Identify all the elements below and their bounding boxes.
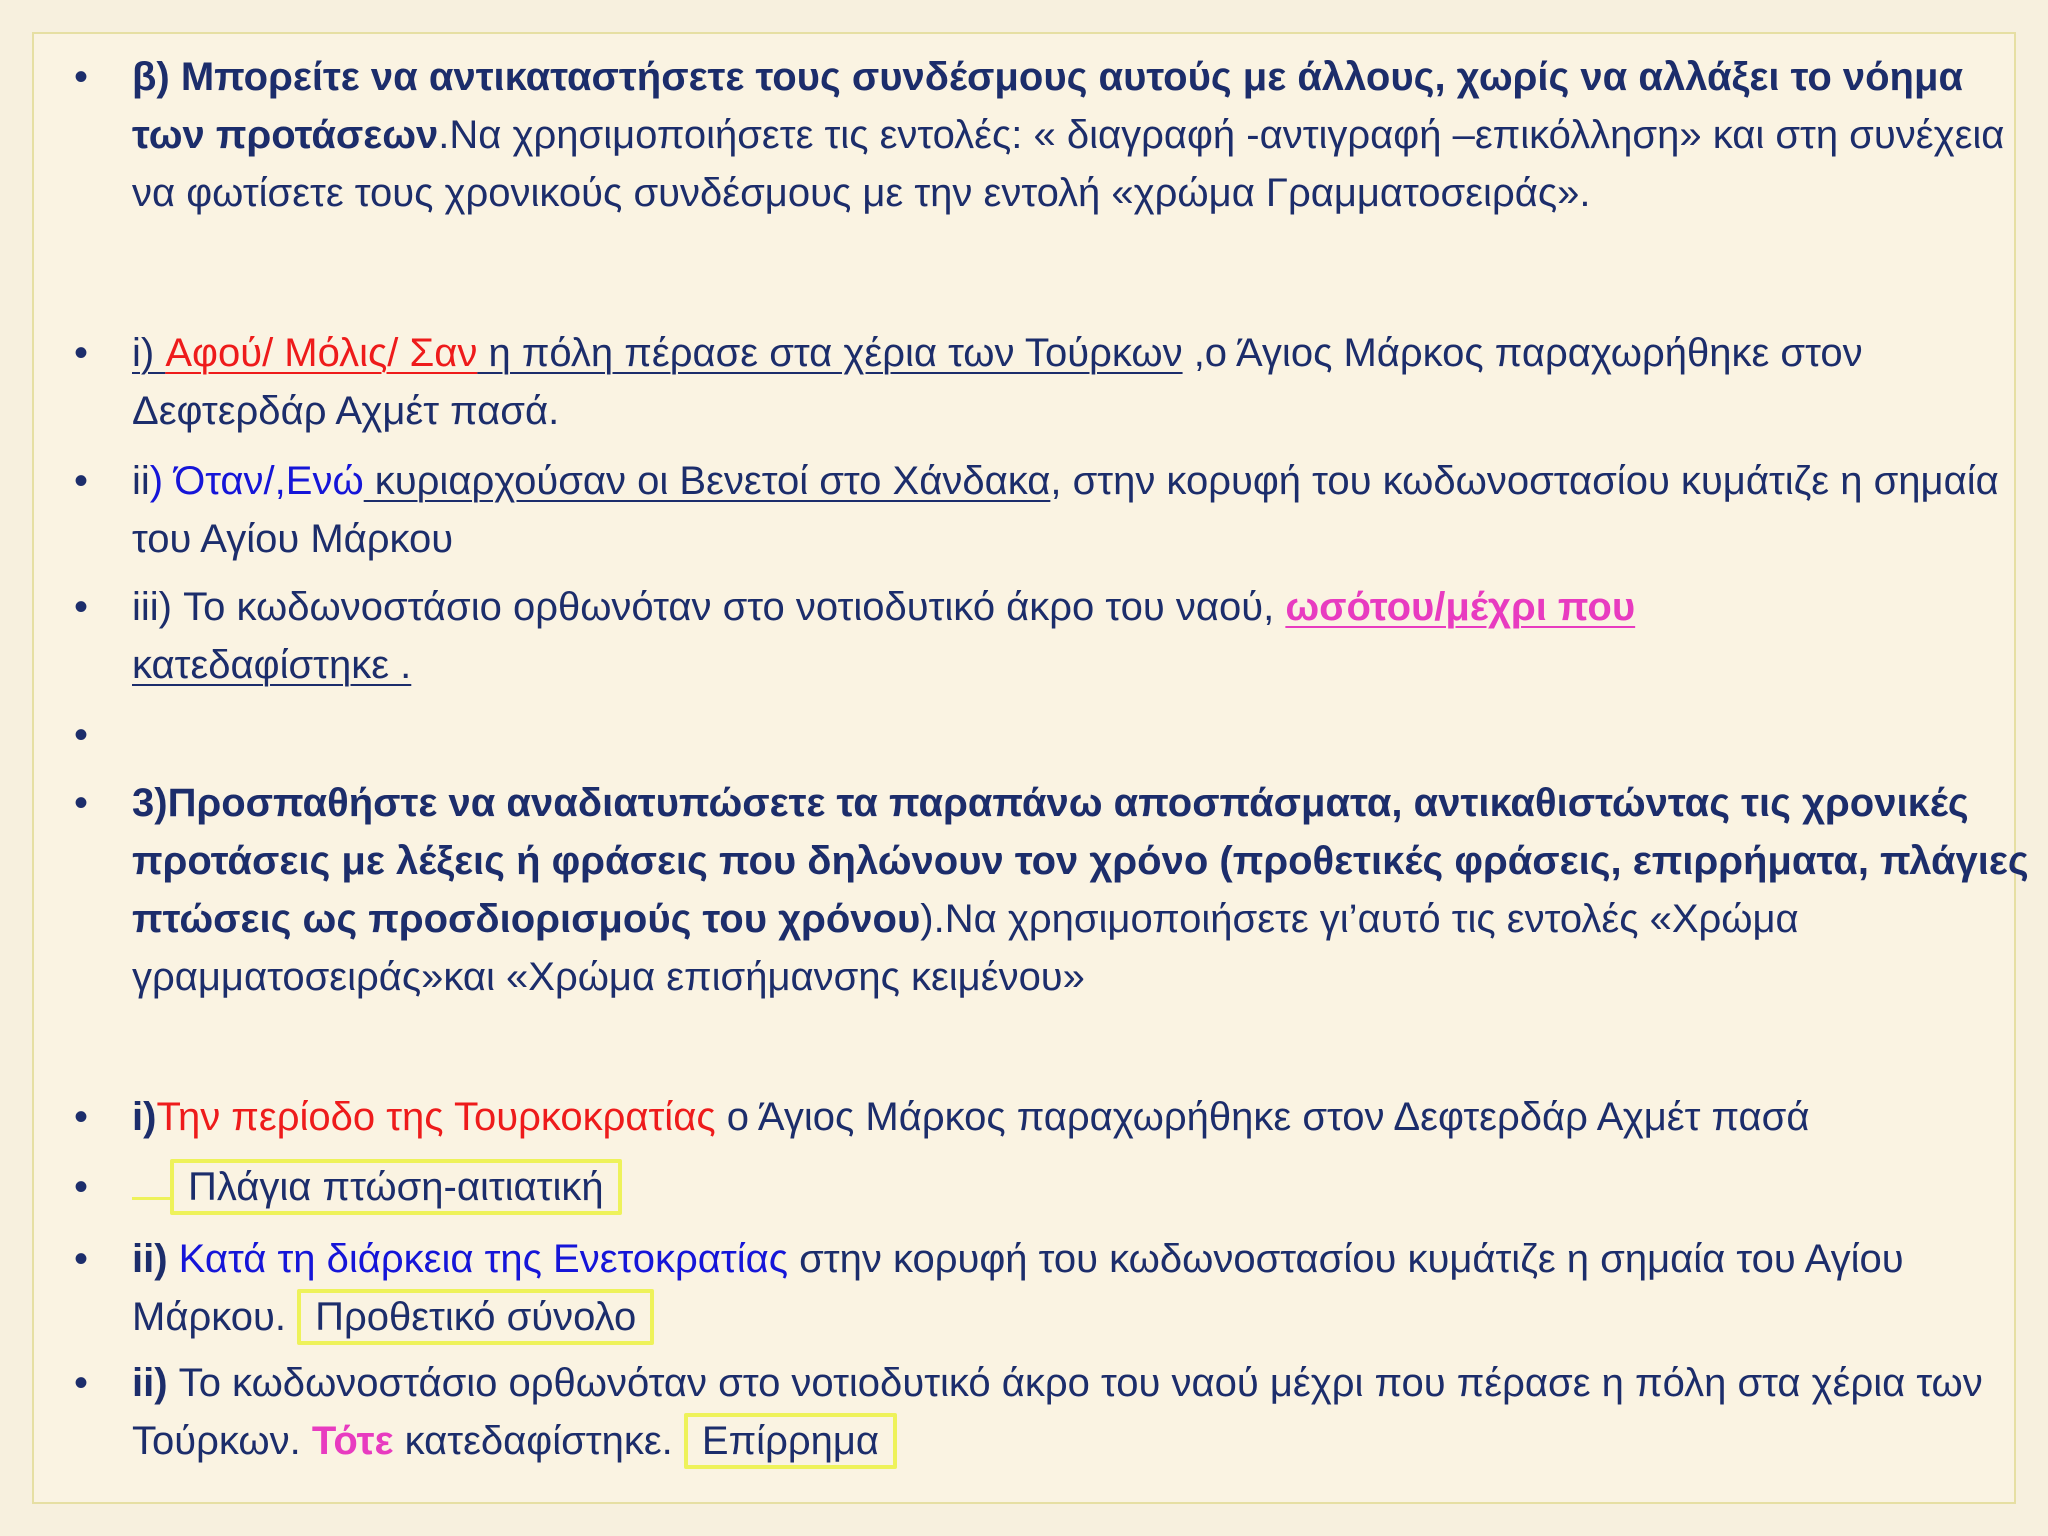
item-label: ii) (132, 1361, 168, 1405)
temporal-clause: κατεδαφίστηκε . (132, 643, 412, 687)
bullet-icon: • (73, 1237, 88, 1281)
conjunction: ) Όταν/,Ενώ (149, 459, 364, 503)
time-phrase: Κατά τη διάρκεια της Ενετοκρατίας (167, 1237, 788, 1281)
main-clause: Το κωδωνοστάσιο ορθωνόταν στο νοτιοδυτικό άκρο του ναού μέχρι που πέρασε η πόλη στα χέρια των Τούρκων. (132, 1361, 1983, 1463)
temporal-clause: κυριαρχούσαν οι Βενετοί στο Χάνδακα (363, 459, 1051, 503)
list-item (73, 324, 2012, 440)
bullet-icon: • (73, 713, 88, 757)
item-label: i) (132, 1095, 157, 1139)
main-clause: , στην κορυφή του κωδωνοστασίου κυμάτιζε η σημαία του Αγίου Μάρκου (132, 459, 1999, 561)
clause-end: κατεδαφίστηκε. (393, 1419, 684, 1463)
bullet-icon: • (73, 1095, 88, 1139)
item-label: ii (132, 459, 150, 503)
item-label: ii) (132, 1237, 168, 1281)
grammar-label-box: Επίρρημα (684, 1413, 897, 1469)
list-item (73, 452, 2012, 568)
bullet-icon: • (73, 585, 88, 629)
adverb: Τότε (311, 1419, 394, 1463)
main-clause: ο Άγιος Μάρκος παραχωρήθηκε στον Δεφτερδάρ Αχμέτ πασά (715, 1095, 1810, 1139)
instruction-bold: β) Μπορείτε να αντικαταστήσετε τους συνδέσμους αυτούς με άλλους, χωρίς να αλλάξει το νόημα των προτάσεων (132, 55, 1964, 157)
list-item (73, 48, 2012, 222)
bullet-icon: • (73, 459, 88, 503)
item-label: i) (132, 331, 166, 375)
conjunction: ωσότου/μέχρι που (1285, 585, 1636, 629)
conjunction: Αφού/ Μόλις/ Σαν (165, 331, 478, 375)
bullet-icon: • (73, 781, 88, 825)
instruction-bold: 3)Προσπαθήστε να αναδιατυπώσετε τα παραπάνω αποσπάσματα, αντικαθιστώντας τις χρονικές προτάσεις με λέξεις ή φράσεις που δηλώνουν τον χρόνο (προθετικές φράσεις, επιρρήματα, πλάγιες πτώσεις ως προσδιορισμούς του χρόνου (132, 781, 2029, 941)
list-item (73, 578, 2012, 694)
list-item (73, 774, 2032, 1006)
instruction-text: .Να χρησιμοποιήσετε τις εντολές: « διαγραφή -αντιγραφή –επικόλληση» και στη συνέχεια να φωτίσετε τους χρονικούς συνδέσμους με την εντολή «χρώμα Γραμματοσειράς». (132, 113, 2005, 215)
bullet-list (34, 34, 2029, 1502)
bullet-icon: • (73, 1165, 88, 1209)
grammar-label-box: Πλάγια πτώση-αιτιατική (170, 1159, 622, 1215)
main-clause: ,ο Άγιος Μάρκος παραχωρήθηκε στον Δεφτερδάρ Αχμέτ πασά. (132, 331, 1863, 433)
main-clause: στην κορυφή του κωδωνοστασίου κυμάτιζε η σημαία του Αγίου Μάρκου. (132, 1237, 1904, 1339)
list-item (73, 1088, 2048, 1146)
main-clause: iii) Το κωδωνοστάσιο ορθωνόταν στο νοτιοδυτικό άκρο του ναού, (132, 585, 1286, 629)
bullet-icon: • (73, 55, 88, 99)
bullet-icon: • (73, 1361, 88, 1405)
highlight-underline (132, 1197, 170, 1200)
instruction-text: ).Να χρησιμοποιήσετε γι’αυτό τις εντολές «Χρώμα γραμματοσειράς»και «Χρώμα επισήμανσης κειμένου» (132, 897, 1799, 999)
list-item (73, 1230, 2032, 1346)
temporal-clause: η πόλη πέρασε στα χέρια των Τούρκων (477, 331, 1183, 375)
time-phrase: Την περίοδο της Τουρκοκρατίας (156, 1095, 716, 1139)
grammar-label-box: Προθετικό σύνολο (297, 1289, 654, 1345)
slide (32, 32, 2029, 1504)
bullet-icon: • (73, 331, 88, 375)
list-item (73, 1158, 2048, 1216)
list-item (73, 1354, 2012, 1470)
